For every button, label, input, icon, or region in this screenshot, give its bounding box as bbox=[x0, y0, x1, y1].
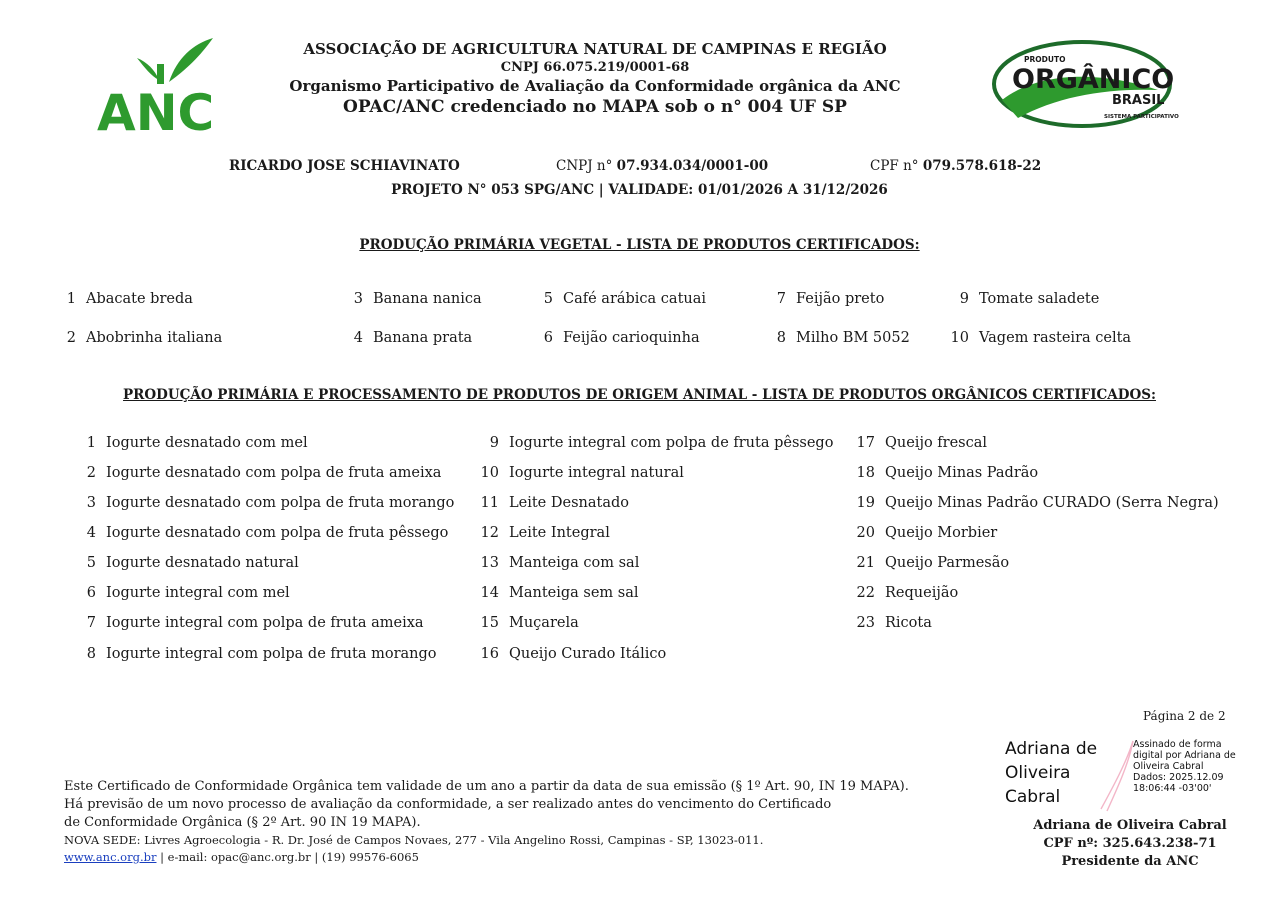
item-number: 8 bbox=[776, 330, 786, 346]
footer-address: NOVA SEDE: Livres Agroecologia - R. Dr. José de Campos Novaes, 277 - Vila Angelino Rossi, Campinas - SP, 13023-011. bbox=[64, 833, 764, 847]
list-item bbox=[70, 646, 437, 662]
item-number: 11 bbox=[480, 495, 499, 511]
list-item bbox=[529, 330, 700, 346]
item-label: Banana nanica bbox=[373, 291, 482, 307]
item-label: Manteiga sem sal bbox=[509, 585, 639, 601]
footer bbox=[64, 778, 909, 866]
footer-reference: de Conformidade Orgânica (§ 2º Art. 90 IN 19 MAPA). bbox=[64, 815, 421, 830]
item-number: 1 bbox=[66, 291, 76, 307]
item-label: Ricota bbox=[885, 615, 932, 631]
item-label: Iogurte integral com polpa de fruta pêssego bbox=[509, 435, 834, 451]
item-number: 13 bbox=[480, 555, 499, 571]
item-number: 6 bbox=[86, 585, 96, 601]
list-item bbox=[473, 555, 639, 571]
list-item bbox=[70, 615, 424, 631]
org-credential: OPAC/ANC credenciado no MAPA sob o n° 004 UF SP bbox=[343, 97, 847, 117]
item-number: 3 bbox=[353, 291, 363, 307]
list-item bbox=[70, 555, 299, 571]
item-label: Feijão carioquinha bbox=[563, 330, 700, 346]
item-number: 23 bbox=[856, 615, 875, 631]
item-label: Iogurte integral com polpa de fruta ameixa bbox=[106, 615, 424, 631]
list-item bbox=[849, 495, 1219, 511]
item-label: Feijão preto bbox=[796, 291, 885, 307]
list-item bbox=[70, 435, 308, 451]
list-item bbox=[339, 330, 472, 346]
item-label: Iogurte desnatado com polpa de fruta pêssego bbox=[106, 525, 449, 541]
anc-logo-icon bbox=[95, 36, 220, 136]
item-number: 7 bbox=[86, 615, 96, 631]
list-item bbox=[762, 291, 884, 307]
item-label: Café arábica catuai bbox=[563, 291, 707, 307]
item-number: 4 bbox=[86, 525, 96, 541]
producer-name: RICARDO JOSE SCHIAVINATO bbox=[229, 158, 460, 174]
org-name: ASSOCIAÇÃO DE AGRICULTURA NATURAL DE CAMPINAS E REGIÃO bbox=[303, 40, 887, 58]
list-item bbox=[529, 291, 706, 307]
producer-cnpj: CNPJ n° 07.934.034/0001-00 bbox=[556, 158, 769, 174]
organico-brasil-seal-icon bbox=[988, 36, 1183, 132]
item-label: Queijo Minas Padrão bbox=[885, 465, 1039, 481]
list-item bbox=[849, 435, 987, 451]
item-label: Milho BM 5052 bbox=[796, 330, 910, 346]
list-item bbox=[473, 615, 579, 631]
item-number: 2 bbox=[86, 465, 96, 481]
item-label: Leite Integral bbox=[509, 525, 610, 541]
list-item bbox=[849, 585, 958, 601]
animal-section-title: PRODUÇÃO PRIMÁRIA E PROCESSAMENTO DE PRODUTOS DE ORIGEM ANIMAL - LISTA DE PRODUTOS ORGÂNICOS CERTIFICADOS: bbox=[123, 387, 1156, 403]
anc-logo bbox=[95, 36, 220, 136]
list-item bbox=[70, 525, 448, 541]
vegetal-section-title: PRODUÇÃO PRIMÁRIA VEGETAL - LISTA DE PRODUTOS CERTIFICADOS: bbox=[359, 237, 920, 253]
item-number: 4 bbox=[353, 330, 363, 346]
item-label: Queijo frescal bbox=[885, 435, 988, 451]
item-number: 5 bbox=[543, 291, 553, 307]
item-number: 7 bbox=[776, 291, 786, 307]
footer-contact: www.anc.org.br | e-mail: opac@anc.org.br | (19) 99576-6065 bbox=[64, 850, 419, 864]
signer-name: Adriana de Oliveira Cabral bbox=[1033, 818, 1227, 833]
item-label: Leite Desnatado bbox=[509, 495, 629, 511]
list-item bbox=[762, 330, 910, 346]
list-item bbox=[473, 585, 639, 601]
item-number: 16 bbox=[480, 646, 499, 662]
item-number: 21 bbox=[856, 555, 875, 571]
item-number: 22 bbox=[856, 585, 875, 601]
item-label: Iogurte integral natural bbox=[509, 465, 684, 481]
page-number: Página 2 de 2 bbox=[1143, 709, 1226, 723]
list-item bbox=[473, 525, 610, 541]
item-label: Manteiga com sal bbox=[509, 555, 640, 571]
list-item bbox=[473, 646, 666, 662]
item-label: Banana prata bbox=[373, 330, 473, 346]
item-label: Iogurte integral com polpa de fruta morango bbox=[106, 646, 437, 662]
list-item bbox=[70, 465, 441, 481]
footer-reassessment: Há previsão de um novo processo de avaliação da conformidade, a ser realizado antes do vencimento do Certificado bbox=[64, 797, 832, 812]
item-label: Iogurte integral com mel bbox=[106, 585, 290, 601]
item-label: Abacate breda bbox=[86, 291, 193, 307]
list-item bbox=[849, 615, 932, 631]
organization-header bbox=[240, 40, 950, 119]
item-number: 14 bbox=[480, 585, 499, 601]
organico-brasil-logo bbox=[988, 36, 1183, 132]
item-number: 9 bbox=[489, 435, 499, 451]
item-number: 6 bbox=[543, 330, 553, 346]
item-number: 18 bbox=[856, 465, 875, 481]
signer-role: Presidente da ANC bbox=[1061, 854, 1199, 869]
item-number: 8 bbox=[86, 646, 96, 662]
list-item bbox=[70, 585, 290, 601]
list-item bbox=[70, 495, 454, 511]
item-number: 10 bbox=[480, 465, 499, 481]
item-label: Requeijão bbox=[885, 585, 959, 601]
item-number: 17 bbox=[856, 435, 875, 451]
item-number: 12 bbox=[480, 525, 499, 541]
item-label: Iogurte desnatado com mel bbox=[106, 435, 308, 451]
item-label: Vagem rasteira celta bbox=[979, 330, 1132, 346]
list-item bbox=[849, 525, 997, 541]
item-number: 20 bbox=[856, 525, 875, 541]
item-label: Queijo Minas Padrão CURADO (Serra Negra) bbox=[885, 495, 1219, 511]
item-number: 10 bbox=[950, 330, 969, 346]
footer-validity: Este Certificado de Conformidade Orgânica tem validade de um ano a partir da data de sua emissão (§ 1º Art. 90, IN 19 MAPA). bbox=[64, 779, 909, 794]
item-label: Queijo Curado Itálico bbox=[509, 646, 667, 662]
website-link[interactable]: www.anc.org.br bbox=[64, 850, 157, 864]
list-item bbox=[945, 291, 1099, 307]
item-label: Tomate saladete bbox=[979, 291, 1100, 307]
list-item bbox=[473, 435, 833, 451]
list-item bbox=[339, 291, 482, 307]
producer-cpf: CPF n° 079.578.618-22 bbox=[870, 158, 1042, 174]
item-number: 9 bbox=[959, 291, 969, 307]
organico-text: ORGÂNICO bbox=[1012, 64, 1175, 95]
svg-text:PRODUTO: PRODUTO bbox=[1024, 55, 1066, 64]
list-item bbox=[849, 465, 1038, 481]
item-number: 19 bbox=[856, 495, 875, 511]
org-opac: Organismo Participativo de Avaliação da Conformidade orgânica da ANC bbox=[289, 77, 901, 95]
signer-block bbox=[1010, 817, 1250, 871]
svg-text:SISTEMA PARTICIPATIVO: SISTEMA PARTICIPATIVO bbox=[1104, 114, 1179, 120]
item-label: Abobrinha italiana bbox=[86, 330, 223, 346]
item-number: 3 bbox=[86, 495, 96, 511]
digital-signature: Adriana de Oliveira Cabral Assinado de forma digital por Adriana de Oliveira Cabral Dados: 2025.12.09 18:06:44 -03'00' bbox=[1005, 737, 1250, 812]
item-label: Queijo Parmesão bbox=[885, 555, 1010, 571]
org-cnpj: CNPJ 66.075.219/0001-68 bbox=[500, 60, 690, 75]
list-item bbox=[52, 330, 222, 346]
list-item bbox=[945, 330, 1131, 346]
item-number: 1 bbox=[86, 435, 96, 451]
item-number: 15 bbox=[480, 615, 499, 631]
item-number: 5 bbox=[86, 555, 96, 571]
svg-text:BRASIL: BRASIL bbox=[1112, 93, 1165, 108]
list-item bbox=[849, 555, 1009, 571]
signer-cpf: CPF nº: 325.643.238-71 bbox=[1043, 836, 1217, 851]
item-label: Iogurte desnatado com polpa de fruta morango bbox=[106, 495, 455, 511]
project-validity: PROJETO N° 053 SPG/ANC | VALIDADE: 01/01/2026 A 31/12/2026 bbox=[391, 182, 888, 198]
list-item bbox=[473, 465, 684, 481]
item-label: Iogurte desnatado com polpa de fruta ameixa bbox=[106, 465, 442, 481]
item-label: Muçarela bbox=[509, 615, 579, 631]
item-label: Iogurte desnatado natural bbox=[106, 555, 299, 571]
anc-logo-text: ANC bbox=[97, 84, 215, 136]
list-item bbox=[473, 495, 629, 511]
item-number: 2 bbox=[66, 330, 76, 346]
list-item bbox=[52, 291, 193, 307]
item-label: Queijo Morbier bbox=[885, 525, 998, 541]
